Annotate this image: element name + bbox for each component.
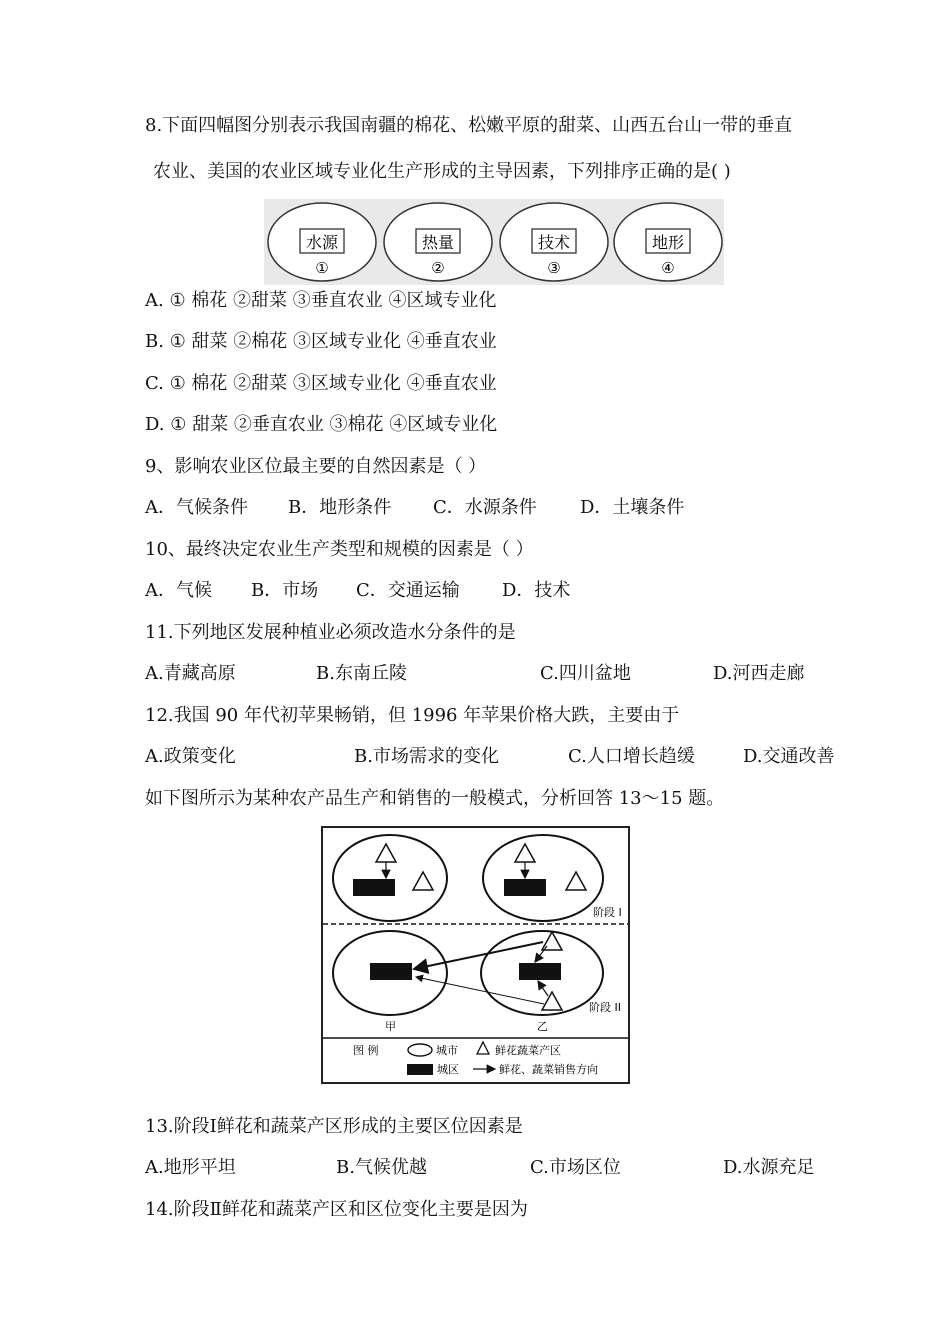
factor-label-4: 地形 (651, 233, 685, 252)
factor-num-2: ② (431, 259, 445, 277)
factor-label-3: 技术 (537, 233, 571, 252)
factor-num-4: ④ (661, 259, 675, 277)
q11-option-b: B.东南丘陵 (316, 663, 407, 684)
q13-option-a: A.地形平坦 (145, 1157, 236, 1178)
stage1-label: 阶段 I (593, 906, 622, 919)
factor-num-3: ③ (547, 259, 561, 277)
q14-stem: 14.阶段Ⅱ鲜花和蔬菜产区和区位变化主要是因为 (145, 1199, 528, 1220)
agri-sales-diagram-svg (323, 828, 628, 1082)
q13-option-b: B.气候优越 (336, 1157, 427, 1178)
q8-factor-figure-svg (264, 199, 724, 285)
q10-option-a: A．气候 (145, 580, 212, 601)
q12-option-d: D.交通改善 (743, 746, 835, 767)
q10-option-c: C．交通运输 (356, 580, 460, 601)
q9-stem: 9、影响农业区位最主要的自然因素是（ ） (145, 456, 487, 477)
factor-ellipse-1 (268, 203, 376, 281)
q8-option-c: C. ① 棉花 ②甜菜 ③区域专业化 ④垂直农业 (145, 373, 497, 394)
q12-option-c: C.人口增长趋缓 (568, 746, 695, 767)
stage1-city-left (333, 835, 447, 921)
legend-district-icon (407, 1064, 433, 1075)
stage2-city-jia (333, 931, 447, 1015)
q13-stem: 13.阶段Ⅰ鲜花和蔬菜产区形成的主要区位因素是 (145, 1116, 523, 1137)
legend-direction: 鲜花、蔬菜销售方向 (499, 1063, 598, 1076)
stage2-city-yi (481, 931, 603, 1015)
legend (353, 1042, 598, 1076)
legend-title: 图 例 (353, 1044, 379, 1057)
q10-option-b: B．市场 (251, 580, 319, 601)
q8-option-b: B. ① 甜菜 ②棉花 ③区域专业化 ④垂直农业 (145, 331, 497, 352)
legend-city-icon (408, 1044, 432, 1056)
q9-option-c: C．水源条件 (433, 497, 537, 518)
stage2-label: 阶段 II (589, 1001, 621, 1014)
q12-stem: 12.我国 90 年代初苹果畅销，但 1996 年苹果价格大跌，主要由于 (145, 705, 680, 726)
q10-stem: 10、最终决定农业生产类型和规模的因素是（ ） (145, 539, 534, 560)
figure-intro: 如下图所示为某种农产品生产和销售的一般模式，分析回答 13～15 题。 (145, 788, 725, 809)
q11-option-a: A.青藏高原 (145, 663, 236, 684)
q13-option-d: D.水源充足 (723, 1157, 815, 1178)
legend-district: 城区 (437, 1063, 459, 1076)
q9-option-b: B．地形条件 (288, 497, 392, 518)
q8-factor-figure (264, 199, 724, 285)
q11-option-c: C.四川盆地 (540, 663, 631, 684)
q12-option-a: A.政策变化 (145, 746, 236, 767)
factor-label-2: 热量 (421, 233, 455, 252)
q9-option-d: D．土壤条件 (580, 497, 685, 518)
city-label-yi: 乙 (537, 1020, 548, 1033)
q12-option-b: B.市场需求的变化 (354, 746, 499, 767)
q9-option-a: A．气候条件 (145, 497, 248, 518)
agri-sales-diagram (321, 826, 630, 1084)
q13-option-c: C.市场区位 (530, 1157, 621, 1178)
legend-area-icon (477, 1042, 489, 1054)
q8-option-d: D. ① 甜菜 ②垂直农业 ③棉花 ④区域专业化 (145, 414, 498, 435)
q11-stem: 11.下列地区发展种植业必须改造水分条件的是 (145, 622, 516, 643)
factor-ellipse-4 (614, 203, 722, 281)
legend-area: 鲜花蔬菜产区 (495, 1044, 561, 1057)
q10-option-d: D．技术 (502, 580, 571, 601)
q8-option-a: A. ① 棉花 ②甜菜 ③垂直农业 ④区域专业化 (145, 290, 497, 311)
factor-ellipse-2 (384, 203, 492, 281)
legend-city: 城市 (436, 1044, 458, 1057)
city-label-jia: 甲 (385, 1020, 396, 1033)
stage1-city-right (483, 835, 603, 921)
q8-stem-line1: 8.下面四幅图分别表示我国南疆的棉花、松嫩平原的甜菜、山西五台山一带的垂直 (145, 115, 793, 136)
q11-option-d: D.河西走廊 (713, 663, 805, 684)
factor-label-1: 水源 (305, 233, 339, 252)
q8-stem-line2: 农业、美国的农业区域专业化生产形成的主导因素，下列排序正确的是( ) (153, 161, 731, 182)
factor-num-1: ① (315, 259, 329, 277)
factor-ellipse-3 (500, 203, 608, 281)
